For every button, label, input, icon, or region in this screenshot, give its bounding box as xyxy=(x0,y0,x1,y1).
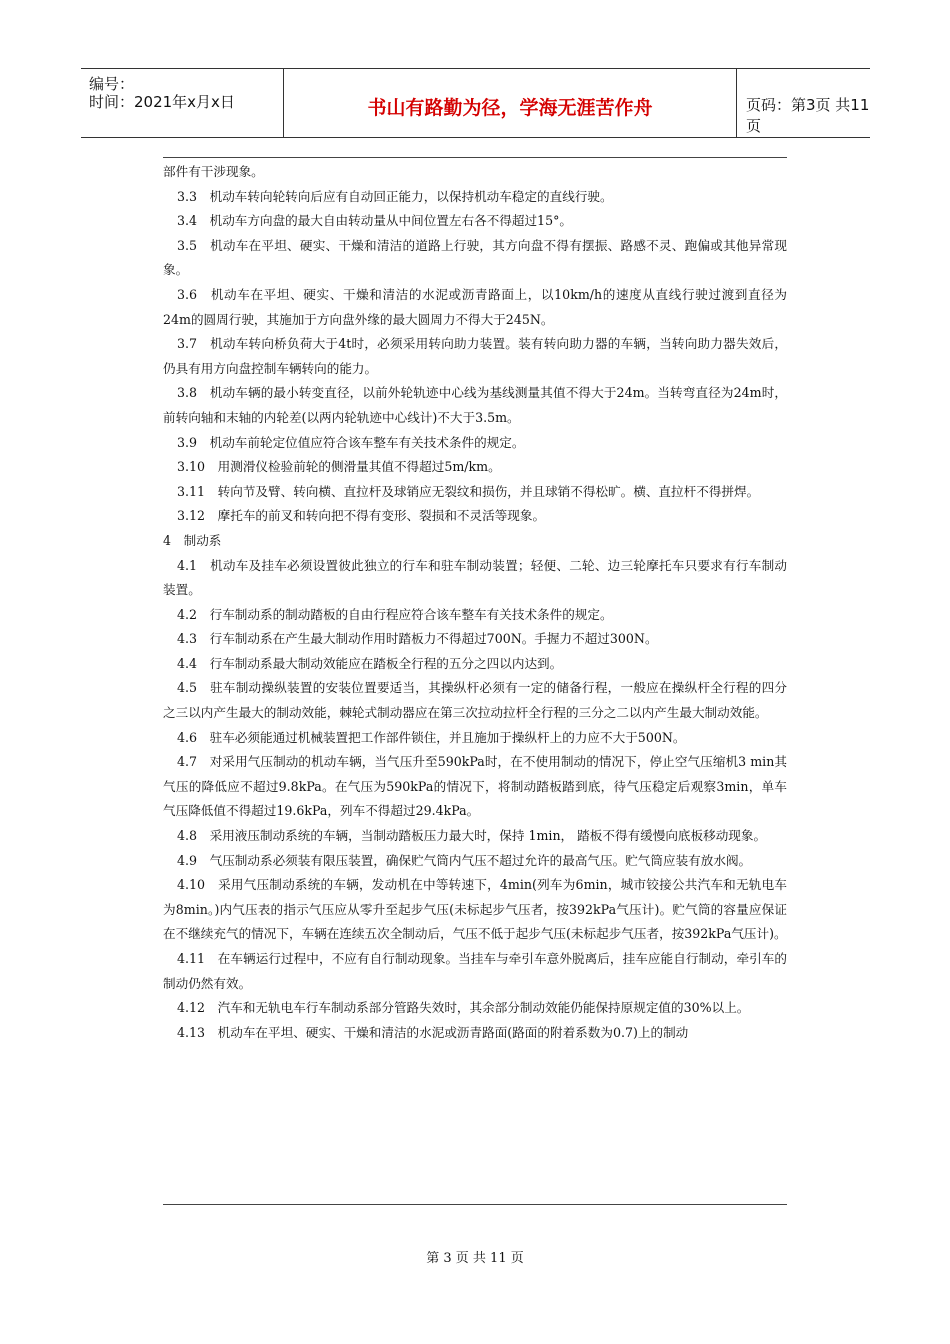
body-paragraph: 部件有干涉现象。 xyxy=(163,164,264,179)
body-paragraph: 3.4 机动车方向盘的最大自由转动量从中间位置左右各不得超过15°。 xyxy=(177,213,572,229)
body-paragraph: 4.13 机动车在平坦、硬实、干燥和清洁的水泥或沥青路面(路面的附着系数为0.7)上的制动 xyxy=(177,1024,689,1040)
body-paragraph: 3.12 摩托车的前叉和转向把不得有变形、裂损和不灵活等现象。 xyxy=(177,508,546,524)
header-meta-cell xyxy=(81,69,283,137)
page-footer: 第 3 页 共 11 页 xyxy=(426,1251,524,1266)
header-motto: 书山有路勤为径，学海无涯苦作舟 xyxy=(367,97,653,119)
header-page-info: 页码：第3页 共11页 xyxy=(746,96,870,135)
body-paragraph: 4 制动系 xyxy=(163,532,222,548)
body-paragraph: 3.6 机动车在平坦、硬实、干燥和清洁的水泥或沥青路面上，以10km/h的速度从直线行驶过渡到直径为24m的圆周行驶，其施加于方向盘外缘的最大圆周力不得大于245N。 xyxy=(163,286,787,327)
body-paragraph: 3.11 转向节及臂、转向横、直拉杆及球销应无裂纹和损伤，并且球销不得松旷。横、直拉杆不得拼焊。 xyxy=(177,483,760,499)
document-header xyxy=(81,68,870,138)
body-paragraph: 4.7 对采用气压制动的机动车辆，当气压升至590kPa时，在不使用制动的情况下，停止空气压缩机3 min其气压的降低应不超过9.8kPa。在气压为590kPa的情况下，将制动踏板踏到底，待气压稳定后观察3min，单车气压降低值不得超过19.6kPa，列车不得超过29.4kPa。 xyxy=(163,754,787,819)
body-paragraph: 4.1 机动车及挂车必须设置彼此独立的行车和驻车制动装置；轻便、二轮、边三轮摩托车只要求有行车制动装置。 xyxy=(163,557,787,598)
body-paragraph: 4.4 行车制动系最大制动效能应在踏板全行程的五分之四以内达到。 xyxy=(177,655,563,671)
body-paragraph: 3.8 机动车辆的最小转变直径，以前外轮轨迹中心线为基线测量其值不得大于24m。当转弯直径为24m时，前转向轴和末轴的内轮差(以两内轮轨迹中心线计)不大于3.5m。 xyxy=(163,385,787,425)
content-top-rule xyxy=(163,157,787,158)
body-paragraph: 3.5 机动车在平坦、硬实、干燥和清洁的道路上行驶，其方向盘不得有摆振、路感不灵、跑偏或其他异常现象。 xyxy=(163,237,787,278)
body-paragraph: 4.2 行车制动系的制动踏板的自由行程应符合该车整车有关技术条件的规定。 xyxy=(177,606,613,622)
body-paragraph: 4.8 采用液压制动系统的车辆，当制动踏板压力最大时，保持 1min， 踏板不得有缓慢向底板移动现象。 xyxy=(177,828,767,844)
body-paragraph: 4.9 气压制动系必须装有限压装置，确保贮气筒内气压不超过允许的最高气压。贮气筒应装有放水阀。 xyxy=(177,852,752,868)
body-paragraph: 3.7 机动车转向桥负荷大于4t时，必须采用转向助力装置。装有转向助力器的车辆，当转向助力器失效后，仍具有用方向盘控制车辆转向的能力。 xyxy=(163,336,787,376)
body-paragraph: 4.12 汽车和无轨电车行车制动系部分管路失效时，其余部分制动效能仍能保持原规定值的30%以上。 xyxy=(177,1000,750,1016)
content-bottom-rule xyxy=(163,1204,787,1205)
body-paragraph: 4.3 行车制动系在产生最大制动作用时踏板力不得超过700N。手握力不超过300N。 xyxy=(177,631,658,647)
document-body xyxy=(163,160,787,1045)
body-paragraph: 3.10 用测滑仪检验前轮的侧滑量其值不得超过5m/km。 xyxy=(177,459,501,475)
body-paragraph: 4.6 驻车必须能通过机械装置把工作部件锁住，并且施加于操纵杆上的力应不大于500N。 xyxy=(177,729,686,745)
body-paragraph: 3.3 机动车转向轮转向后应有自动回正能力，以保持机动车稳定的直线行驶。 xyxy=(177,188,613,204)
header-motto-cell xyxy=(283,69,737,137)
header-page-cell xyxy=(736,69,870,137)
body-paragraph: 4.5 驻车制动操纵装置的安装位置要适当，其操纵杆必须有一定的储备行程，一般应在操纵杆全行程的四分之三以内产生最大的制动效能，棘轮式制动器应在第三次拉动拉杆全行程的三分之二以内产生最大制动效能。 xyxy=(163,680,787,721)
body-paragraph: 4.10 采用气压制动系统的车辆，发动机在中等转速下，4min(列车为6min，城市铰接公共汽车和无轨电车为8min。)内气压表的指示气压应从零升至起步气压(未标起步气压者，按392kPa气压计)。贮气筒的容量应保证在不继续充气的情况下，车辆在连续五次全制动后，气压不低于起步气压(未标起步气压者，按392kPa气压计)。 xyxy=(163,877,787,942)
header-number-label: 编号： xyxy=(89,75,135,93)
body-paragraph: 3.9 机动车前轮定位值应符合该车整车有关技术条件的规定。 xyxy=(177,434,525,450)
header-date-label: 时间：2021年x月x日 xyxy=(89,93,235,111)
body-paragraph: 4.11 在车辆运行过程中，不应有自行制动现象。当挂车与牵引车意外脱离后，挂车应能自行制动，牵引车的制动仍然有效。 xyxy=(163,951,787,991)
